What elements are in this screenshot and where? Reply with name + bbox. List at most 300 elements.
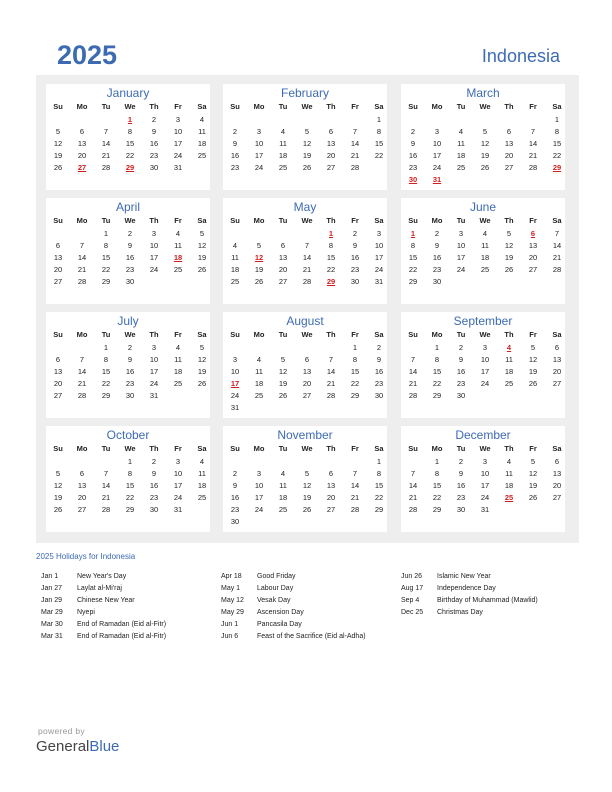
date-cell: 19 bbox=[197, 367, 207, 376]
date-cell: 21 bbox=[101, 493, 111, 502]
date-cell: 19 bbox=[302, 493, 312, 502]
date-cell: 27 bbox=[504, 163, 514, 172]
month-march bbox=[401, 84, 565, 190]
date-cell: 23 bbox=[456, 379, 466, 388]
date-cell: 22 bbox=[125, 151, 135, 160]
date-cell: 26 bbox=[480, 163, 490, 172]
date-cell: 7 bbox=[328, 355, 334, 364]
date-cell: 30 bbox=[125, 391, 135, 400]
weekday-header bbox=[52, 216, 216, 227]
date-cell: 19 bbox=[528, 481, 538, 490]
weekday-label: Su bbox=[408, 216, 418, 225]
date-cell: 12 bbox=[197, 355, 207, 364]
date-cell: 25 bbox=[456, 163, 466, 172]
holiday-item bbox=[41, 585, 221, 597]
date-cell: 18 bbox=[278, 151, 288, 160]
date-cell: 15 bbox=[101, 253, 111, 262]
date-cell: 4 bbox=[482, 229, 488, 238]
date-cell: 7 bbox=[352, 469, 358, 478]
date-cell: 22 bbox=[432, 379, 442, 388]
weekday-label: Mo bbox=[76, 102, 88, 111]
holiday-date-cell: 1 bbox=[328, 229, 334, 238]
date-cell: 10 bbox=[173, 127, 183, 136]
holiday-item bbox=[221, 621, 401, 633]
date-cell: 18 bbox=[197, 481, 207, 490]
weekday-label: Mo bbox=[431, 216, 443, 225]
date-cell: 17 bbox=[254, 151, 264, 160]
date-cell: 29 bbox=[125, 505, 135, 514]
date-cell: 16 bbox=[408, 151, 418, 160]
weekday-label: Sa bbox=[374, 330, 384, 339]
date-cell: 6 bbox=[554, 343, 560, 352]
date-cell: 12 bbox=[197, 241, 207, 250]
date-cell: 2 bbox=[410, 127, 416, 136]
weekday-label: Th bbox=[149, 330, 159, 339]
weekday-label: Su bbox=[408, 102, 418, 111]
date-cell: 3 bbox=[376, 229, 382, 238]
weekday-label: Sa bbox=[197, 444, 207, 453]
date-cell: 12 bbox=[53, 139, 63, 148]
date-cell: 13 bbox=[53, 367, 63, 376]
weekday-label: Tu bbox=[278, 102, 288, 111]
date-cell: 6 bbox=[55, 355, 61, 364]
holiday-name: End of Ramadan (Eid al-Fitr) bbox=[77, 621, 167, 628]
date-cell: 14 bbox=[408, 481, 418, 490]
date-cell: 23 bbox=[374, 379, 384, 388]
date-cell: 28 bbox=[552, 265, 562, 274]
date-cell: 11 bbox=[505, 355, 513, 364]
date-cell: 16 bbox=[432, 253, 442, 262]
date-cell: 7 bbox=[79, 355, 85, 364]
date-cell: 2 bbox=[458, 343, 464, 352]
weekday-label: Th bbox=[504, 444, 514, 453]
date-cell: 5 bbox=[304, 469, 310, 478]
date-cell: 23 bbox=[408, 163, 418, 172]
date-cell: 11 bbox=[174, 241, 182, 250]
date-cell: 15 bbox=[408, 253, 418, 262]
date-cell: 28 bbox=[101, 163, 111, 172]
date-cell: 27 bbox=[326, 163, 336, 172]
date-cell: 17 bbox=[456, 253, 466, 262]
date-cell: 9 bbox=[127, 355, 133, 364]
date-cell: 22 bbox=[125, 493, 135, 502]
date-cell: 28 bbox=[77, 391, 87, 400]
holiday-date-cell: 29 bbox=[125, 163, 135, 172]
weekday-label: We bbox=[479, 330, 491, 339]
date-cell: 2 bbox=[434, 229, 440, 238]
date-cell: 22 bbox=[101, 265, 111, 274]
date-cell: 20 bbox=[77, 151, 87, 160]
holiday-date: Jun 1 bbox=[221, 621, 239, 628]
date-cell: 4 bbox=[199, 115, 205, 124]
date-cell: 30 bbox=[125, 277, 135, 286]
holiday-item bbox=[401, 597, 581, 609]
date-cell: 10 bbox=[432, 139, 442, 148]
date-cell: 10 bbox=[480, 355, 490, 364]
date-cell: 20 bbox=[504, 151, 514, 160]
date-cell: 20 bbox=[528, 253, 538, 262]
weekday-label: Tu bbox=[278, 330, 288, 339]
date-cell: 10 bbox=[254, 139, 264, 148]
weekday-label: Su bbox=[230, 444, 240, 453]
date-cell: 12 bbox=[302, 481, 312, 490]
weekday-label: We bbox=[479, 102, 491, 111]
weekday-label: Th bbox=[504, 330, 514, 339]
date-cell: 27 bbox=[326, 505, 336, 514]
weekday-label: Tu bbox=[278, 444, 288, 453]
date-cell: 12 bbox=[278, 367, 288, 376]
date-cell: 11 bbox=[174, 355, 182, 364]
weekday-label: We bbox=[124, 444, 136, 453]
date-cell: 12 bbox=[528, 355, 538, 364]
holiday-date-cell: 27 bbox=[77, 163, 87, 172]
weekday-label: Mo bbox=[76, 330, 88, 339]
date-cell: 18 bbox=[504, 367, 514, 376]
date-cell: 28 bbox=[101, 505, 111, 514]
date-cell: 22 bbox=[374, 151, 384, 160]
date-cell: 21 bbox=[408, 493, 418, 502]
date-cell: 25 bbox=[278, 163, 288, 172]
date-cell: 1 bbox=[434, 457, 440, 466]
holiday-date: Jan 27 bbox=[41, 585, 63, 592]
date-cell: 5 bbox=[482, 127, 488, 136]
date-cell: 1 bbox=[103, 343, 109, 352]
date-cell: 13 bbox=[302, 367, 312, 376]
date-cell: 28 bbox=[302, 277, 312, 286]
date-cell: 16 bbox=[149, 481, 159, 490]
weekday-label: Sa bbox=[197, 102, 207, 111]
date-cell: 5 bbox=[506, 229, 512, 238]
date-cell: 20 bbox=[552, 481, 562, 490]
month-february bbox=[223, 84, 387, 190]
date-cell: 24 bbox=[230, 391, 240, 400]
weekday-label: Sa bbox=[197, 216, 207, 225]
weekday-header bbox=[407, 216, 571, 227]
date-cell: 10 bbox=[480, 469, 490, 478]
date-cell: 13 bbox=[53, 253, 63, 262]
date-cell: 4 bbox=[232, 241, 238, 250]
date-cell: 28 bbox=[350, 163, 360, 172]
date-cell: 19 bbox=[480, 151, 490, 160]
date-cell: 14 bbox=[101, 139, 111, 148]
date-cell: 27 bbox=[528, 265, 538, 274]
date-cell: 8 bbox=[103, 355, 109, 364]
date-cell: 7 bbox=[554, 229, 560, 238]
weekday-label: Fr bbox=[529, 330, 537, 339]
holiday-item bbox=[401, 573, 581, 585]
date-cell: 11 bbox=[279, 139, 287, 148]
weekday-label: Tu bbox=[456, 102, 466, 111]
date-cell: 10 bbox=[456, 241, 466, 250]
date-cell: 21 bbox=[101, 151, 111, 160]
date-cell: 4 bbox=[458, 127, 464, 136]
date-cell: 31 bbox=[230, 403, 240, 412]
month-october bbox=[46, 426, 210, 532]
date-cell: 16 bbox=[149, 139, 159, 148]
date-cell: 23 bbox=[125, 379, 135, 388]
weekday-label: Tu bbox=[456, 330, 466, 339]
date-cell: 29 bbox=[432, 391, 442, 400]
holiday-item bbox=[41, 621, 221, 633]
month-name: January bbox=[106, 86, 150, 100]
holiday-date-cell: 1 bbox=[127, 115, 133, 124]
date-cell: 10 bbox=[173, 469, 183, 478]
month-name: April bbox=[115, 200, 140, 214]
date-cell: 2 bbox=[127, 229, 133, 238]
date-cell: 11 bbox=[231, 253, 239, 262]
date-cell: 26 bbox=[53, 163, 63, 172]
holiday-date-cell: 17 bbox=[230, 379, 240, 388]
date-cell: 19 bbox=[197, 253, 207, 262]
holiday-name: Feast of the Sacrifice (Eid al-Adha) bbox=[257, 633, 366, 640]
weekday-label: Sa bbox=[374, 444, 384, 453]
holiday-date-cell: 1 bbox=[410, 229, 416, 238]
date-cell: 5 bbox=[256, 241, 262, 250]
date-cell: 10 bbox=[230, 367, 240, 376]
date-cell: 28 bbox=[408, 505, 418, 514]
date-cell: 22 bbox=[552, 151, 562, 160]
date-cell: 19 bbox=[53, 493, 63, 502]
date-cell: 28 bbox=[326, 391, 336, 400]
weekday-label: Su bbox=[53, 330, 63, 339]
weekday-label: Tu bbox=[456, 444, 466, 453]
weekday-label: Sa bbox=[197, 330, 207, 339]
month-name: July bbox=[117, 314, 139, 328]
date-cell: 29 bbox=[101, 277, 111, 286]
date-cell: 31 bbox=[149, 391, 159, 400]
weekday-label: Mo bbox=[253, 330, 265, 339]
date-cell: 30 bbox=[149, 505, 159, 514]
date-cell: 27 bbox=[552, 379, 562, 388]
date-cell: 15 bbox=[552, 139, 562, 148]
month-april bbox=[46, 198, 210, 304]
holiday-item bbox=[41, 573, 221, 585]
holiday-item bbox=[221, 609, 401, 621]
date-cell: 3 bbox=[256, 469, 262, 478]
holiday-item bbox=[221, 633, 401, 645]
date-cell: 25 bbox=[173, 265, 183, 274]
weekday-label: Mo bbox=[76, 444, 88, 453]
weekday-label: Th bbox=[504, 216, 514, 225]
date-cell: 3 bbox=[434, 127, 440, 136]
holiday-item bbox=[401, 609, 581, 621]
date-cell: 18 bbox=[197, 139, 207, 148]
date-cell: 21 bbox=[408, 379, 418, 388]
date-cell: 27 bbox=[302, 391, 312, 400]
date-cell: 28 bbox=[528, 163, 538, 172]
date-cell: 5 bbox=[199, 343, 205, 352]
date-cell: 17 bbox=[173, 481, 183, 490]
date-cell: 6 bbox=[506, 127, 512, 136]
date-cell: 22 bbox=[432, 493, 442, 502]
date-cell: 19 bbox=[53, 151, 63, 160]
weekday-label: Th bbox=[326, 216, 336, 225]
weekday-label: Sa bbox=[374, 216, 384, 225]
date-cell: 1 bbox=[376, 457, 382, 466]
date-cell: 5 bbox=[304, 127, 310, 136]
holiday-name: Laylat al-Mi'raj bbox=[77, 585, 122, 592]
month-july bbox=[46, 312, 210, 418]
date-cell: 24 bbox=[149, 265, 159, 274]
date-cell: 28 bbox=[408, 391, 418, 400]
date-cell: 14 bbox=[101, 481, 111, 490]
date-cell: 9 bbox=[458, 469, 464, 478]
weekday-header bbox=[52, 330, 216, 341]
date-cell: 31 bbox=[173, 163, 183, 172]
holiday-date-cell: 6 bbox=[530, 229, 536, 238]
date-cell: 17 bbox=[480, 481, 490, 490]
date-cell: 2 bbox=[232, 127, 238, 136]
weekday-label: Fr bbox=[351, 102, 359, 111]
date-cell: 16 bbox=[125, 253, 135, 262]
date-cell: 9 bbox=[410, 139, 416, 148]
date-cell: 1 bbox=[376, 115, 382, 124]
month-name: May bbox=[293, 200, 317, 214]
holiday-name: End of Ramadan (Eid al-Fitr) bbox=[77, 633, 167, 640]
holiday-name: Birthday of Muhammad (Mawlid) bbox=[437, 597, 538, 604]
weekday-label: Fr bbox=[174, 444, 182, 453]
holiday-date: Sep 4 bbox=[401, 597, 420, 604]
date-cell: 23 bbox=[125, 265, 135, 274]
date-cell: 1 bbox=[434, 343, 440, 352]
weekday-header bbox=[52, 444, 216, 455]
date-cell: 1 bbox=[554, 115, 560, 124]
date-cell: 25 bbox=[480, 265, 490, 274]
date-cell: 15 bbox=[326, 253, 336, 262]
holidays-heading: 2025 Holidays for Indonesia bbox=[36, 552, 136, 561]
date-cell: 11 bbox=[255, 367, 263, 376]
holiday-item bbox=[41, 633, 221, 645]
date-cell: 3 bbox=[151, 343, 157, 352]
holiday-date: Jan 1 bbox=[41, 573, 59, 580]
date-cell: 24 bbox=[480, 493, 490, 502]
weekday-label: Su bbox=[230, 102, 240, 111]
date-cell: 30 bbox=[149, 163, 159, 172]
month-june bbox=[401, 198, 565, 304]
weekday-label: Th bbox=[326, 102, 336, 111]
date-cell: 24 bbox=[149, 379, 159, 388]
date-cell: 20 bbox=[53, 265, 63, 274]
weekday-label: Sa bbox=[552, 102, 562, 111]
holiday-date-cell: 29 bbox=[326, 277, 336, 286]
date-cell: 17 bbox=[149, 253, 159, 262]
weekday-label: We bbox=[301, 102, 313, 111]
date-cell: 13 bbox=[278, 253, 288, 262]
date-cell: 29 bbox=[350, 391, 360, 400]
date-cell: 27 bbox=[53, 391, 63, 400]
date-cell: 3 bbox=[458, 229, 464, 238]
month-september bbox=[401, 312, 565, 418]
date-cell: 26 bbox=[254, 277, 264, 286]
date-cell: 5 bbox=[55, 469, 61, 478]
month-name: December bbox=[455, 428, 511, 442]
date-cell: 19 bbox=[504, 253, 514, 262]
holiday-item bbox=[221, 585, 401, 597]
weekday-label: Th bbox=[149, 216, 159, 225]
date-cell: 23 bbox=[149, 493, 159, 502]
weekday-label: Th bbox=[326, 444, 336, 453]
date-cell: 14 bbox=[302, 253, 312, 262]
date-cell: 7 bbox=[304, 241, 310, 250]
generalblue-logo[interactable] bbox=[36, 738, 119, 755]
month-january bbox=[46, 84, 210, 190]
date-cell: 6 bbox=[79, 469, 85, 478]
date-cell: 25 bbox=[230, 277, 240, 286]
date-cell: 15 bbox=[101, 367, 111, 376]
date-cell: 27 bbox=[53, 277, 63, 286]
holiday-name: Independence Day bbox=[437, 585, 496, 592]
holiday-item bbox=[41, 597, 221, 609]
date-cell: 26 bbox=[53, 505, 63, 514]
date-cell: 29 bbox=[101, 391, 111, 400]
weekday-label: Tu bbox=[101, 102, 111, 111]
date-cell: 3 bbox=[256, 127, 262, 136]
weekday-label: We bbox=[301, 216, 313, 225]
date-cell: 2 bbox=[151, 115, 157, 124]
weekday-label: Tu bbox=[101, 330, 111, 339]
date-cell: 27 bbox=[77, 505, 87, 514]
date-cell: 1 bbox=[103, 229, 109, 238]
weekday-label: We bbox=[479, 216, 491, 225]
date-cell: 16 bbox=[456, 481, 466, 490]
date-cell: 12 bbox=[504, 241, 514, 250]
date-cell: 7 bbox=[352, 127, 358, 136]
weekday-label: Su bbox=[53, 444, 63, 453]
date-cell: 9 bbox=[151, 469, 157, 478]
weekday-label: Su bbox=[230, 216, 240, 225]
date-cell: 24 bbox=[480, 379, 490, 388]
date-cell: 24 bbox=[173, 493, 183, 502]
date-cell: 4 bbox=[256, 355, 262, 364]
date-cell: 5 bbox=[530, 343, 536, 352]
date-cell: 19 bbox=[302, 151, 312, 160]
date-cell: 9 bbox=[232, 481, 238, 490]
calendar-grid bbox=[36, 75, 579, 543]
date-cell: 8 bbox=[352, 355, 358, 364]
date-cell: 30 bbox=[456, 505, 466, 514]
weekday-label: Fr bbox=[351, 216, 359, 225]
weekday-label: Fr bbox=[529, 444, 537, 453]
date-cell: 28 bbox=[77, 277, 87, 286]
holiday-date: Jun 6 bbox=[221, 633, 239, 640]
date-cell: 14 bbox=[77, 367, 87, 376]
date-cell: 4 bbox=[280, 469, 286, 478]
date-cell: 3 bbox=[175, 457, 181, 466]
weekday-label: Mo bbox=[431, 444, 443, 453]
date-cell: 6 bbox=[328, 127, 334, 136]
holiday-date: May 1 bbox=[221, 585, 241, 592]
date-cell: 10 bbox=[254, 481, 264, 490]
date-cell: 7 bbox=[410, 469, 416, 478]
weekday-label: Su bbox=[230, 330, 240, 339]
weekday-label: We bbox=[124, 102, 136, 111]
date-cell: 23 bbox=[350, 265, 360, 274]
holiday-date: Mar 31 bbox=[41, 633, 63, 640]
date-cell: 12 bbox=[53, 481, 63, 490]
date-cell: 25 bbox=[504, 379, 514, 388]
date-cell: 11 bbox=[457, 139, 465, 148]
date-cell: 25 bbox=[173, 379, 183, 388]
weekday-label: Tu bbox=[101, 216, 111, 225]
holiday-date-cell: 29 bbox=[552, 163, 562, 172]
holiday-name: Vesak Day bbox=[257, 597, 291, 604]
weekday-label: Mo bbox=[253, 102, 265, 111]
date-cell: 13 bbox=[528, 241, 538, 250]
weekday-label: Sa bbox=[552, 444, 562, 453]
month-name: March bbox=[466, 86, 500, 100]
month-may bbox=[223, 198, 387, 304]
date-cell: 16 bbox=[374, 367, 384, 376]
